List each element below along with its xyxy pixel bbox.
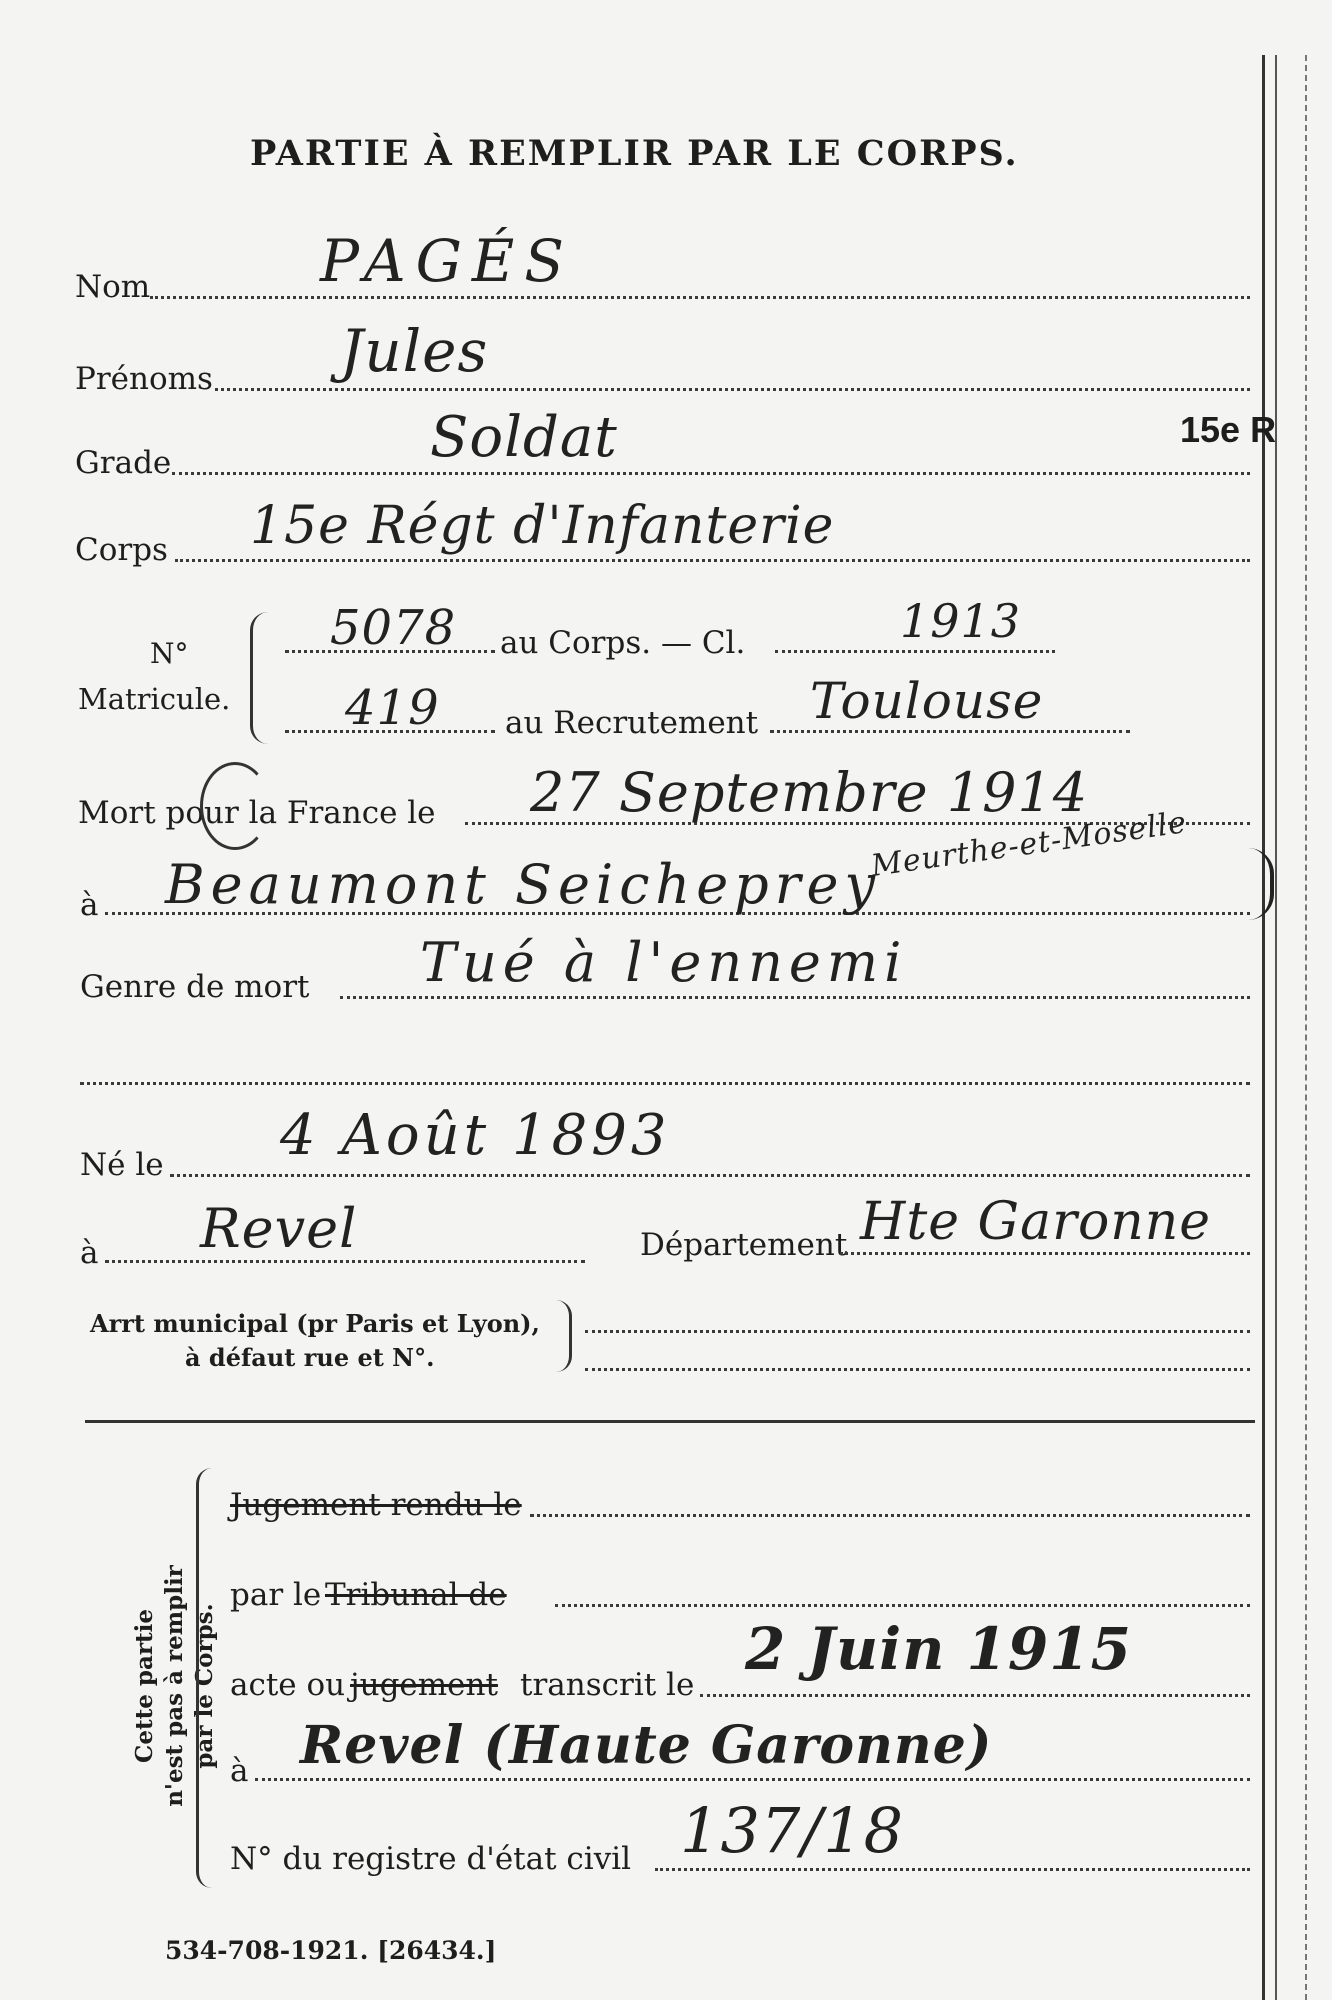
right-border-line-2: [1275, 55, 1277, 2000]
arrondissement-label-2: à défaut rue et N°.: [185, 1343, 435, 1372]
au-recrutement-value: 419: [345, 680, 440, 736]
mort-value: 27 Septembre 1914: [530, 761, 1089, 824]
ne-le-value: 4 Août 1893: [280, 1103, 671, 1168]
regiment-stamp: 15e R: [1180, 409, 1277, 450]
corps-label: Corps: [75, 532, 168, 568]
lieu-mort-label: à: [80, 887, 99, 923]
au-recrutement-label: au Recrutement: [505, 705, 759, 741]
grade-value: Soldat: [430, 405, 618, 470]
side-note-line-2: n'est pas à remplir: [161, 1565, 188, 1807]
arrondissement-line-2: [585, 1368, 1250, 1371]
side-note-line-3: par le Corps.: [191, 1603, 218, 1769]
grade-line: [172, 472, 1250, 475]
tribunal-label-struck: Tribunal de: [325, 1577, 507, 1613]
acte-label-prefix: acte ou: [230, 1667, 346, 1703]
grade-label: Grade: [75, 445, 172, 481]
lower-section-brace: [196, 1468, 213, 1888]
corps-line: [175, 559, 1250, 562]
tribunal-label-prefix: par le: [230, 1577, 322, 1613]
arrondissement-line-1: [585, 1330, 1250, 1333]
nom-label: Nom: [75, 269, 151, 305]
nom-line: [150, 296, 1250, 299]
arrondissement-brace: [555, 1300, 572, 1372]
right-border-line-1: [1262, 55, 1265, 2000]
au-corps-label: au Corps. — Cl.: [500, 625, 746, 661]
lieu-transcription-label: à: [230, 1753, 249, 1789]
lieu-transcription-value: Revel (Haute Garonne): [300, 1715, 993, 1776]
registre-line: [655, 1868, 1250, 1871]
form-title: PARTIE À REMPLIR PAR LE CORPS.: [250, 133, 1019, 174]
genre-mort-value: Tué à l'ennemi: [420, 931, 908, 994]
side-note-line-1: Cette partie: [131, 1609, 158, 1763]
ne-le-line: [170, 1174, 1250, 1177]
mort-circle-mark: [200, 762, 270, 850]
corps-value: 15e Régt d'Infanterie: [250, 496, 835, 556]
print-code: 534-708-1921. [26434.]: [165, 1936, 497, 1965]
departement-label: Département: [640, 1227, 848, 1263]
acte-line: [700, 1694, 1250, 1697]
matricule-brace: [250, 612, 271, 744]
acte-label-struck: jugement: [350, 1667, 498, 1703]
lieu-naissance-line: [105, 1260, 585, 1263]
classe-line: [775, 650, 1055, 653]
right-border-line-3: [1305, 55, 1307, 2000]
section-separator: [85, 1420, 1255, 1423]
prenoms-line: [215, 388, 1250, 391]
recrutement-place-line: [770, 730, 1130, 733]
lieu-mort-paren: [1248, 848, 1274, 920]
recrutement-place-value: Toulouse: [810, 672, 1044, 730]
au-corps-value: 5078: [330, 600, 457, 656]
tribunal-line: [555, 1604, 1250, 1607]
classe-value: 1913: [900, 594, 1022, 648]
departement-value: Hte Garonne: [860, 1192, 1212, 1252]
ne-le-label: Né le: [80, 1147, 164, 1183]
lieu-naissance-label: à: [80, 1235, 99, 1271]
blank-line: [80, 1082, 1250, 1085]
jugement-line: [530, 1514, 1250, 1517]
departement-line: [840, 1252, 1250, 1255]
mort-label: Mort pour la France le: [78, 795, 436, 831]
prenoms-label: Prénoms: [75, 361, 213, 397]
arrondissement-label-1: Arrt municipal (pr Paris et Lyon),: [90, 1309, 540, 1338]
genre-mort-line: [340, 996, 1250, 999]
registre-label: N° du registre d'état civil: [230, 1841, 632, 1877]
lieu-naissance-value: Revel: [200, 1197, 358, 1260]
prenoms-value: Jules: [340, 317, 489, 385]
lieu-transcription-line: [255, 1778, 1250, 1781]
registre-value: 137/18: [680, 1794, 905, 1867]
matricule-no-label: N°: [150, 637, 189, 670]
jugement-label: Jugement rendu le: [230, 1487, 522, 1523]
lieu-mort-annotation: Meurthe-et-Moselle: [869, 805, 1190, 884]
nom-value: PAGÉS: [320, 227, 574, 295]
matricule-label: Matricule.: [78, 682, 231, 716]
acte-label-suffix: transcrit le: [520, 1667, 695, 1703]
genre-mort-label: Genre de mort: [80, 969, 310, 1005]
side-note: [130, 1486, 230, 1886]
acte-value: 2 Juin 1915: [745, 1615, 1132, 1683]
lieu-mort-value: Beaumont Seicheprey: [165, 853, 882, 916]
